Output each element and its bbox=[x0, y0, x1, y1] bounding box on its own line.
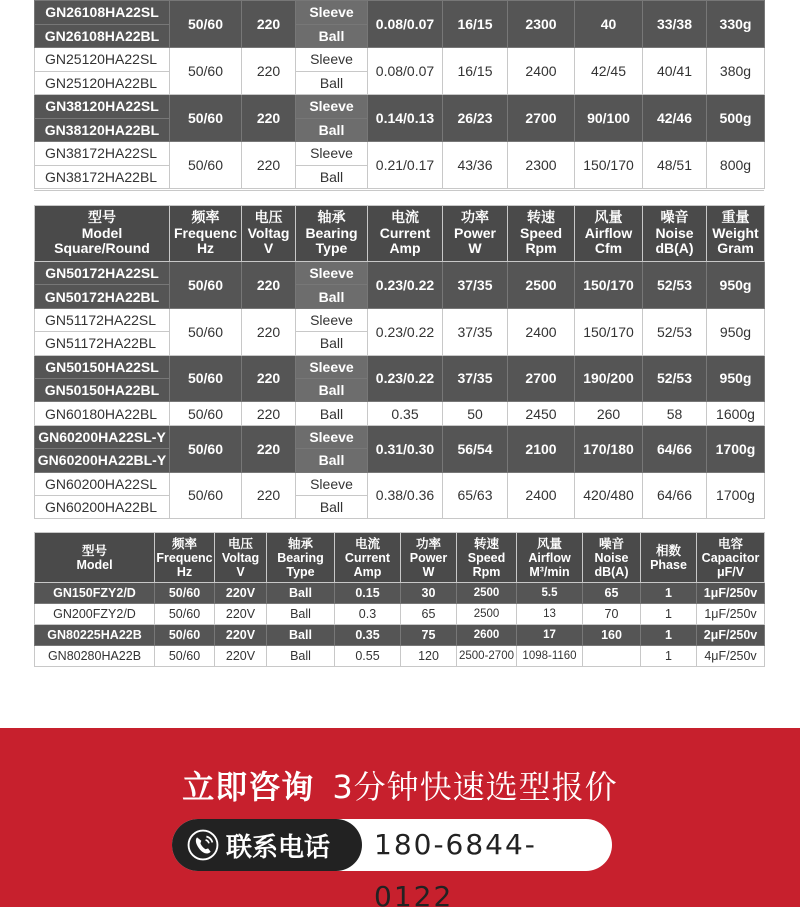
column-header bbox=[215, 533, 267, 583]
weight-cell: 500g bbox=[707, 95, 765, 142]
table-cell: 50/60 bbox=[155, 646, 215, 667]
table-cell: 13 bbox=[517, 604, 583, 625]
bearing-cell: Sleeve bbox=[296, 142, 368, 166]
speed-cell: 2500 bbox=[508, 262, 575, 309]
table-cell bbox=[583, 646, 641, 667]
table-cell: 0.55 bbox=[335, 646, 401, 667]
table-1-body bbox=[35, 1, 765, 189]
header-en: Speed bbox=[467, 550, 506, 565]
header-en: Model bbox=[81, 224, 123, 241]
table-cell: 50/60 bbox=[155, 604, 215, 625]
table-cell: 17 bbox=[517, 625, 583, 646]
table-row bbox=[35, 48, 765, 72]
bearing-cell: Sleeve bbox=[296, 48, 368, 72]
column-header bbox=[242, 206, 296, 262]
table-row bbox=[35, 646, 765, 667]
table-cell: GN80280HA22B bbox=[35, 646, 155, 667]
header-cn: 功率 bbox=[415, 536, 441, 551]
bearing-cell: Sleeve bbox=[296, 95, 368, 119]
table-row bbox=[35, 262, 765, 285]
weight-cell: 950g bbox=[707, 308, 765, 355]
table-cell: 4μF/250v bbox=[697, 646, 765, 667]
weight-cell: 1700g bbox=[707, 472, 765, 519]
airflow-cell: 170/180 bbox=[575, 425, 643, 472]
table-2-header bbox=[35, 206, 765, 262]
header-cn: 频率 bbox=[191, 208, 220, 225]
model-cell: GN25120HA22SL bbox=[35, 48, 170, 72]
table-cell: 220V bbox=[215, 583, 267, 604]
header-cn: 电压 bbox=[254, 208, 283, 225]
table-row bbox=[35, 355, 765, 378]
header-en: Frequenc bbox=[156, 550, 213, 565]
column-header bbox=[457, 533, 517, 583]
freq-cell: 50/60 bbox=[170, 142, 242, 189]
header-cn: 型号 bbox=[81, 543, 107, 558]
table-cell: 0.3 bbox=[335, 604, 401, 625]
bearing-cell: Ball bbox=[296, 24, 368, 48]
table-divider bbox=[34, 666, 764, 667]
noise-cell: 48/51 bbox=[643, 142, 707, 189]
bearing-cell: Sleeve bbox=[296, 1, 368, 25]
contact-pill[interactable] bbox=[172, 819, 612, 913]
table-cell: 0.35 bbox=[335, 625, 401, 646]
column-header bbox=[170, 206, 242, 262]
noise-cell: 40/41 bbox=[643, 48, 707, 95]
current-cell: 0.31/0.30 bbox=[368, 425, 443, 472]
table-cell: 70 bbox=[583, 604, 641, 625]
table-cell: Ball bbox=[267, 604, 335, 625]
header-en: Airflow bbox=[528, 550, 571, 565]
speed-cell: 2700 bbox=[508, 95, 575, 142]
model-cell: GN60200HA22SL bbox=[35, 472, 170, 495]
airflow-cell: 150/170 bbox=[575, 142, 643, 189]
header-cn: 电容 bbox=[717, 536, 743, 551]
volt-cell: 220 bbox=[242, 48, 296, 95]
freq-cell: 50/60 bbox=[170, 355, 242, 402]
header-en: Phase bbox=[650, 557, 687, 572]
table-cell: 160 bbox=[583, 625, 641, 646]
fan-spec-table-3 bbox=[34, 532, 765, 667]
header-unit: Hz bbox=[176, 564, 193, 579]
header-cn: 型号 bbox=[88, 208, 116, 225]
current-cell: 0.23/0.22 bbox=[368, 262, 443, 309]
current-cell: 0.38/0.36 bbox=[368, 472, 443, 519]
header-cn: 频率 bbox=[171, 536, 197, 551]
table-cell: 1 bbox=[641, 583, 697, 604]
table-cell: 1μF/250v bbox=[697, 583, 765, 604]
noise-cell: 52/53 bbox=[643, 308, 707, 355]
header-en: Current bbox=[379, 224, 431, 241]
header-cn: 电压 bbox=[227, 536, 253, 551]
header-en: Model bbox=[76, 557, 113, 572]
volt-cell: 220 bbox=[242, 472, 296, 519]
weight-cell: 380g bbox=[707, 48, 765, 95]
bearing-cell: Sleeve bbox=[296, 472, 368, 495]
column-header bbox=[583, 533, 641, 583]
table-cell: GN150FZY2/D bbox=[35, 583, 155, 604]
table-cell: 2600 bbox=[457, 625, 517, 646]
bearing-cell: Ball bbox=[296, 378, 368, 401]
header-cn: 轴承 bbox=[287, 536, 313, 551]
speed-cell: 2400 bbox=[508, 308, 575, 355]
model-cell: GN38172HA22BL bbox=[35, 165, 170, 189]
table-row bbox=[35, 583, 765, 604]
current-cell: 0.08/0.07 bbox=[368, 48, 443, 95]
noise-cell: 52/53 bbox=[643, 355, 707, 402]
header-cn: 噪音 bbox=[660, 208, 689, 225]
bearing-cell: Ball bbox=[296, 165, 368, 189]
freq-cell: 50/60 bbox=[170, 262, 242, 309]
table-3-header bbox=[35, 533, 765, 583]
speed-cell: 2700 bbox=[508, 355, 575, 402]
column-header bbox=[697, 533, 765, 583]
fan-spec-table-1 bbox=[34, 0, 765, 189]
table-cell: GN200FZY2/D bbox=[35, 604, 155, 625]
power-cell: 65/63 bbox=[443, 472, 508, 519]
bearing-cell: Ball bbox=[296, 71, 368, 95]
weight-cell: 330g bbox=[707, 1, 765, 48]
speed-cell: 2450 bbox=[508, 402, 575, 425]
airflow-cell: 90/100 bbox=[575, 95, 643, 142]
bearing-cell: Ball bbox=[296, 402, 368, 425]
bearing-cell: Ball bbox=[296, 118, 368, 142]
header-cn: 风量 bbox=[536, 536, 562, 551]
column-header bbox=[575, 206, 643, 262]
table-cell: Ball bbox=[267, 583, 335, 604]
header-unit: Rpm bbox=[525, 240, 557, 257]
table-row bbox=[35, 308, 765, 331]
model-cell: GN26108HA22BL bbox=[35, 24, 170, 48]
table-cell: 220V bbox=[215, 625, 267, 646]
noise-cell: 64/66 bbox=[643, 472, 707, 519]
volt-cell: 220 bbox=[242, 142, 296, 189]
header-unit: V bbox=[236, 564, 245, 579]
header-cn: 重量 bbox=[721, 208, 750, 225]
column-header bbox=[155, 533, 215, 583]
model-cell: GN38172HA22SL bbox=[35, 142, 170, 166]
model-cell: GN60180HA22BL bbox=[35, 402, 170, 425]
header-en: Airflow bbox=[584, 224, 633, 241]
column-header bbox=[368, 206, 443, 262]
header-en: Noise bbox=[594, 550, 629, 565]
model-cell: GN50172HA22BL bbox=[35, 285, 170, 308]
header-en: Power bbox=[409, 550, 448, 565]
column-header bbox=[707, 206, 765, 262]
table-cell: Ball bbox=[267, 625, 335, 646]
header-cn: 转速 bbox=[527, 208, 555, 225]
fan-spec-table-2 bbox=[34, 205, 765, 519]
table-cell: 1 bbox=[641, 646, 697, 667]
model-cell: GN25120HA22BL bbox=[35, 71, 170, 95]
noise-cell: 42/46 bbox=[643, 95, 707, 142]
volt-cell: 220 bbox=[242, 262, 296, 309]
header-unit: W bbox=[468, 240, 482, 257]
header-cn: 噪音 bbox=[598, 536, 624, 551]
header-unit: dB(A) bbox=[655, 240, 694, 257]
bearing-cell: Ball bbox=[296, 285, 368, 308]
column-header bbox=[517, 533, 583, 583]
airflow-cell: 150/170 bbox=[575, 262, 643, 309]
speed-cell: 2400 bbox=[508, 472, 575, 519]
speed-cell: 2300 bbox=[508, 1, 575, 48]
weight-cell: 1700g bbox=[707, 425, 765, 472]
table-row bbox=[35, 95, 765, 119]
header-cn: 轴承 bbox=[317, 208, 346, 225]
table-cell: 2μF/250v bbox=[697, 625, 765, 646]
table-row bbox=[35, 625, 765, 646]
current-cell: 0.23/0.22 bbox=[368, 308, 443, 355]
header-cn: 相数 bbox=[655, 543, 681, 558]
header-cn: 电流 bbox=[354, 536, 380, 551]
table-row bbox=[35, 604, 765, 625]
model-cell: GN50172HA22SL bbox=[35, 262, 170, 285]
bearing-cell: Sleeve bbox=[296, 355, 368, 378]
table-cell: 75 bbox=[401, 625, 457, 646]
subheadline-text: 3分钟快速选型报价 bbox=[332, 768, 618, 806]
noise-cell: 64/66 bbox=[643, 425, 707, 472]
bearing-cell: Sleeve bbox=[296, 308, 368, 331]
header-en: Bearing bbox=[305, 224, 358, 241]
header-unit: μF/V bbox=[716, 564, 745, 579]
table-cell: 30 bbox=[401, 583, 457, 604]
header-cn: 转速 bbox=[473, 536, 499, 551]
table-cell: 1 bbox=[641, 625, 697, 646]
column-header bbox=[35, 533, 155, 583]
phone-number[interactable]: 180-6844-0122 bbox=[374, 828, 537, 913]
header-en: Bearing bbox=[277, 550, 324, 565]
table-row bbox=[35, 402, 765, 425]
column-header bbox=[401, 533, 457, 583]
airflow-cell: 260 bbox=[575, 402, 643, 425]
table-row bbox=[35, 142, 765, 166]
noise-cell: 58 bbox=[643, 402, 707, 425]
column-header bbox=[641, 533, 697, 583]
header-row bbox=[35, 206, 765, 262]
column-header bbox=[335, 533, 401, 583]
current-cell: 0.23/0.22 bbox=[368, 355, 443, 402]
airflow-cell: 190/200 bbox=[575, 355, 643, 402]
weight-cell: 800g bbox=[707, 142, 765, 189]
airflow-cell: 42/45 bbox=[575, 48, 643, 95]
power-cell: 56/54 bbox=[443, 425, 508, 472]
column-header bbox=[443, 206, 508, 262]
freq-cell: 50/60 bbox=[170, 425, 242, 472]
model-cell: GN60200HA22BL-Y bbox=[35, 449, 170, 472]
header-en: Weight bbox=[712, 224, 759, 241]
volt-cell: 220 bbox=[242, 95, 296, 142]
table-cell: 220V bbox=[215, 604, 267, 625]
power-cell: 16/15 bbox=[443, 48, 508, 95]
header-cn: 功率 bbox=[461, 208, 489, 225]
volt-cell: 220 bbox=[242, 308, 296, 355]
column-header bbox=[508, 206, 575, 262]
header-en: Noise bbox=[655, 224, 694, 241]
bearing-cell: Ball bbox=[296, 495, 368, 518]
table-2-body bbox=[35, 262, 765, 519]
header-unit: M³/min bbox=[529, 564, 570, 579]
header-unit: Square/Round bbox=[54, 240, 150, 257]
table-cell: 1 bbox=[641, 604, 697, 625]
table-cell: 65 bbox=[401, 604, 457, 625]
model-cell: GN51172HA22SL bbox=[35, 308, 170, 331]
bearing-cell: Sleeve bbox=[296, 262, 368, 285]
header-unit: Rpm bbox=[472, 564, 501, 579]
table-divider bbox=[34, 190, 764, 191]
phone-icon bbox=[186, 828, 220, 862]
noise-cell: 52/53 bbox=[643, 262, 707, 309]
table-cell: 1098-1160 bbox=[517, 646, 583, 667]
model-cell: GN38120HA22SL bbox=[35, 95, 170, 119]
contact-label-box bbox=[172, 819, 362, 871]
table-cell: 50/60 bbox=[155, 583, 215, 604]
volt-cell: 220 bbox=[242, 355, 296, 402]
freq-cell: 50/60 bbox=[170, 472, 242, 519]
consult-headline bbox=[0, 762, 800, 808]
freq-cell: 50/60 bbox=[170, 402, 242, 425]
header-row bbox=[35, 533, 765, 583]
column-header bbox=[643, 206, 707, 262]
weight-cell: 950g bbox=[707, 355, 765, 402]
power-cell: 26/23 bbox=[443, 95, 508, 142]
header-en: Power bbox=[453, 224, 496, 241]
table-cell: 1μF/250v bbox=[697, 604, 765, 625]
bearing-cell: Sleeve bbox=[296, 425, 368, 448]
noise-cell: 33/38 bbox=[643, 1, 707, 48]
speed-cell: 2100 bbox=[508, 425, 575, 472]
current-cell: 0.21/0.17 bbox=[368, 142, 443, 189]
header-en: Capacitor bbox=[701, 550, 760, 565]
speed-cell: 2300 bbox=[508, 142, 575, 189]
table-row bbox=[35, 472, 765, 495]
header-unit: dB(A) bbox=[594, 564, 629, 579]
table-cell: 5.5 bbox=[517, 583, 583, 604]
header-en: Frequenc bbox=[173, 224, 237, 241]
current-cell: 0.08/0.07 bbox=[368, 1, 443, 48]
current-cell: 0.35 bbox=[368, 402, 443, 425]
header-unit: Amp bbox=[389, 240, 421, 257]
header-unit: Hz bbox=[196, 240, 215, 257]
volt-cell: 220 bbox=[242, 425, 296, 472]
header-cn: 风量 bbox=[594, 208, 623, 225]
power-cell: 37/35 bbox=[443, 262, 508, 309]
header-unit: W bbox=[422, 564, 435, 579]
model-cell: GN38120HA22BL bbox=[35, 118, 170, 142]
column-header bbox=[35, 206, 170, 262]
model-cell: GN60200HA22SL-Y bbox=[35, 425, 170, 448]
volt-cell: 220 bbox=[242, 402, 296, 425]
model-cell: GN60200HA22BL bbox=[35, 495, 170, 518]
freq-cell: 50/60 bbox=[170, 95, 242, 142]
header-unit: Type bbox=[286, 564, 315, 579]
table-cell: 65 bbox=[583, 583, 641, 604]
column-header bbox=[267, 533, 335, 583]
airflow-cell: 420/480 bbox=[575, 472, 643, 519]
header-cn: 电流 bbox=[391, 208, 419, 225]
weight-cell: 1600g bbox=[707, 402, 765, 425]
power-cell: 37/35 bbox=[443, 308, 508, 355]
table-cell: 2500 bbox=[457, 604, 517, 625]
header-en: Speed bbox=[519, 224, 562, 241]
power-cell: 16/15 bbox=[443, 1, 508, 48]
table-row bbox=[35, 425, 765, 448]
header-en: Voltag bbox=[221, 550, 260, 565]
headline-text: 立即咨询 bbox=[182, 768, 315, 806]
model-cell: GN26108HA22SL bbox=[35, 1, 170, 25]
header-unit: Type bbox=[315, 240, 348, 257]
table-3-body bbox=[35, 583, 765, 667]
power-cell: 37/35 bbox=[443, 355, 508, 402]
table-cell: 50/60 bbox=[155, 625, 215, 646]
table-row bbox=[35, 1, 765, 25]
table-cell: 2500 bbox=[457, 583, 517, 604]
model-cell: GN50150HA22BL bbox=[35, 378, 170, 401]
airflow-cell: 40 bbox=[575, 1, 643, 48]
freq-cell: 50/60 bbox=[170, 48, 242, 95]
contact-label: 联系电话 bbox=[226, 832, 331, 863]
volt-cell: 220 bbox=[242, 1, 296, 48]
column-header bbox=[296, 206, 368, 262]
airflow-cell: 150/170 bbox=[575, 308, 643, 355]
header-unit: Gram bbox=[717, 240, 754, 257]
table-cell: 220V bbox=[215, 646, 267, 667]
model-cell: GN50150HA22SL bbox=[35, 355, 170, 378]
header-en: Current bbox=[344, 550, 391, 565]
bearing-cell: Ball bbox=[296, 449, 368, 472]
bearing-cell: Ball bbox=[296, 332, 368, 355]
header-unit: Cfm bbox=[594, 240, 623, 257]
table-cell: 120 bbox=[401, 646, 457, 667]
header-unit: V bbox=[263, 240, 274, 257]
table-cell: 2500-2700 bbox=[457, 646, 517, 667]
freq-cell: 50/60 bbox=[170, 1, 242, 48]
header-unit: Amp bbox=[353, 564, 382, 579]
power-cell: 50 bbox=[443, 402, 508, 425]
speed-cell: 2400 bbox=[508, 48, 575, 95]
table-cell: GN80225HA22B bbox=[35, 625, 155, 646]
power-cell: 43/36 bbox=[443, 142, 508, 189]
current-cell: 0.14/0.13 bbox=[368, 95, 443, 142]
model-cell: GN51172HA22BL bbox=[35, 332, 170, 355]
freq-cell: 50/60 bbox=[170, 308, 242, 355]
table-cell: 0.15 bbox=[335, 583, 401, 604]
header-en: Voltag bbox=[247, 224, 290, 241]
table-cell: Ball bbox=[267, 646, 335, 667]
weight-cell: 950g bbox=[707, 262, 765, 309]
